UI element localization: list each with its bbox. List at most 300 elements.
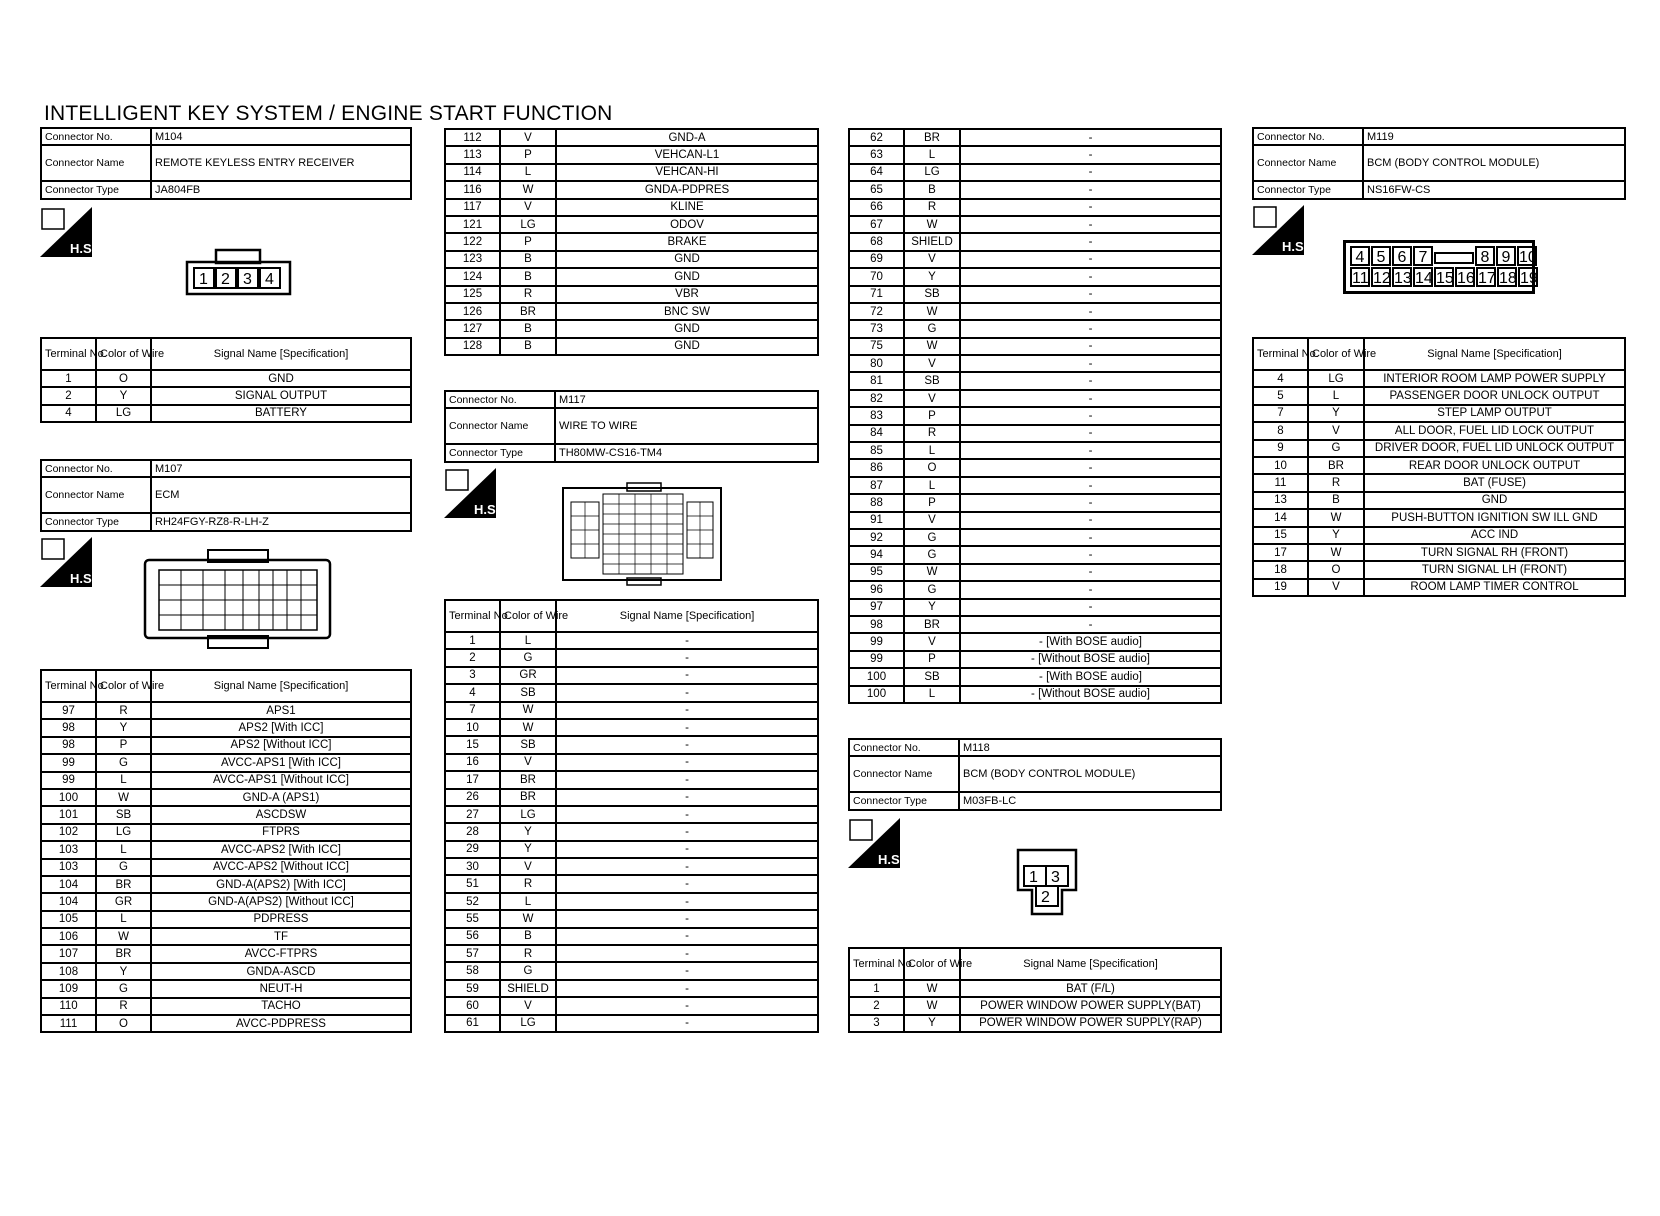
signal-cell: TURN SIGNAL LH (FRONT) — [1364, 561, 1625, 578]
signal-cell: GND-A(APS2) [With ICC] — [151, 876, 411, 893]
signal-cell: - — [556, 980, 818, 997]
terminal-cell: 51 — [445, 875, 500, 892]
signal-cell: - — [960, 581, 1221, 598]
signal-cell: GND — [1364, 492, 1625, 509]
signal-cell: AVCC-APS1 [With ICC] — [151, 754, 411, 771]
table-row — [849, 216, 1221, 233]
signal-cell: - — [556, 632, 818, 649]
m118-terminal-table: Terminal No. Color of Wire Signal Name [Specification] 1 W BAT (F/L) 2 W POWER WINDOW POWER SUPPLY(BAT) 3 Y POWER WINDOW POWER SUPPLY(RAP) — [848, 947, 1222, 1033]
color-cell: L — [904, 686, 960, 703]
color-cell: R — [96, 998, 151, 1015]
color-cell: V — [500, 129, 556, 146]
terminal-cell: 2 — [41, 387, 96, 404]
terminal-cell: 3 — [445, 667, 500, 684]
signal-cell: BRAKE — [556, 233, 818, 250]
color-cell: G — [1308, 440, 1364, 457]
color-cell: W — [500, 719, 556, 736]
color-cell: Y — [500, 841, 556, 858]
signal-cell: - — [556, 858, 818, 875]
terminal-cell: 2 — [445, 649, 500, 666]
signal-cell: TF — [151, 928, 411, 945]
table-row — [41, 719, 411, 736]
signal-cell: - — [960, 199, 1221, 216]
terminal-cell: 16 — [445, 754, 500, 771]
table-row — [849, 320, 1221, 337]
signal-cell: - — [556, 754, 818, 771]
color-cell: LG — [500, 806, 556, 823]
table-row — [849, 338, 1221, 355]
table-row — [1253, 492, 1625, 509]
table-row — [849, 633, 1221, 650]
terminal-cell: 58 — [445, 962, 500, 979]
table-row — [445, 736, 818, 753]
terminal-cell: 8 — [1253, 422, 1308, 439]
signal-cell: - [With BOSE audio] — [960, 633, 1221, 650]
terminal-cell: 103 — [41, 841, 96, 858]
terminal-cell: 114 — [445, 164, 500, 181]
color-cell: W — [904, 997, 960, 1014]
table-row — [1253, 405, 1625, 422]
terminal-cell: 99 — [41, 754, 96, 771]
signal-cell: VEHCAN-L1 — [556, 146, 818, 163]
terminal-cell: 105 — [41, 911, 96, 928]
terminal-cell: 70 — [849, 268, 904, 285]
color-cell: Y — [1308, 527, 1364, 544]
table-row — [445, 632, 818, 649]
terminal-cell: 18 — [1253, 561, 1308, 578]
table-row — [41, 1015, 411, 1032]
table-row — [849, 997, 1221, 1014]
color-cell: W — [904, 564, 960, 581]
color-cell: Y — [96, 963, 151, 980]
m107-info-table: Connector No. M107 Connector Name ECM Connector Type RH24FGY-RZ8-R-LH-Z — [40, 459, 412, 532]
terminal-cell: 98 — [41, 719, 96, 736]
terminal-cell: 99 — [849, 651, 904, 668]
m117-connector-diagram — [561, 482, 725, 591]
terminal-cell: 75 — [849, 338, 904, 355]
table-row — [849, 546, 1221, 563]
signal-cell: - [With BOSE audio] — [960, 668, 1221, 685]
color-cell: R — [96, 702, 151, 719]
signal-cell: - — [960, 146, 1221, 163]
terminal-cell: 69 — [849, 251, 904, 268]
signal-cell: GND-A (APS1) — [151, 789, 411, 806]
signal-cell: - — [960, 477, 1221, 494]
svg-text:H.S.: H.S. — [70, 241, 96, 256]
color-cell: G — [904, 546, 960, 563]
color-cell: L — [904, 146, 960, 163]
color-cell: V — [500, 199, 556, 216]
table-row — [849, 616, 1221, 633]
color-cell: Y — [904, 1015, 960, 1032]
m118-info-table: Connector No. M118 Connector Name BCM (BODY CONTROL MODULE) Connector Type M03FB-LC — [848, 738, 1222, 811]
signal-cell: GND — [556, 320, 818, 337]
terminal-cell: 84 — [849, 425, 904, 442]
color-cell: L — [500, 893, 556, 910]
color-cell: SB — [904, 668, 960, 685]
terminal-cell: 19 — [1253, 579, 1308, 596]
table-row — [445, 789, 818, 806]
color-cell: L — [1308, 387, 1364, 404]
color-cell: R — [904, 199, 960, 216]
connector-pin: 16 — [1455, 267, 1475, 287]
m118-connector-diagram — [1016, 848, 1080, 921]
signal-cell: - — [556, 789, 818, 806]
color-cell: V — [904, 355, 960, 372]
table-row — [849, 1015, 1221, 1032]
table-row — [445, 858, 818, 875]
table-row — [849, 581, 1221, 598]
table-row — [849, 651, 1221, 668]
terminal-cell: 62 — [849, 129, 904, 146]
signal-cell: BNC SW — [556, 303, 818, 320]
terminal-cell: 98 — [849, 616, 904, 633]
signal-cell: GND — [556, 268, 818, 285]
color-cell: B — [904, 181, 960, 198]
table-row — [41, 772, 411, 789]
color-cell: SB — [904, 372, 960, 389]
signal-cell: - — [960, 599, 1221, 616]
table-row — [41, 893, 411, 910]
terminal-cell: 99 — [849, 633, 904, 650]
terminal-cell: 109 — [41, 980, 96, 997]
color-cell: W — [904, 980, 960, 997]
table-row — [445, 719, 818, 736]
color-cell: L — [500, 164, 556, 181]
signal-cell: - — [960, 529, 1221, 546]
signal-cell: - — [960, 164, 1221, 181]
signal-cell: - — [960, 216, 1221, 233]
signal-cell: STEP LAMP OUTPUT — [1364, 405, 1625, 422]
table-row — [445, 928, 818, 945]
terminal-cell: 94 — [849, 546, 904, 563]
terminal-cell: 4 — [1253, 370, 1308, 387]
color-cell: W — [904, 303, 960, 320]
color-cell: G — [904, 529, 960, 546]
signal-cell: - — [556, 945, 818, 962]
table-row — [849, 512, 1221, 529]
color-cell: W — [500, 702, 556, 719]
signal-cell: AVCC-FTPRS — [151, 945, 411, 962]
svg-text:1: 1 — [1029, 869, 1038, 886]
terminal-cell: 99 — [41, 772, 96, 789]
color-cell: P — [904, 494, 960, 511]
signal-cell: - — [960, 233, 1221, 250]
color-cell: B — [500, 928, 556, 945]
color-cell: L — [904, 442, 960, 459]
signal-cell: - — [960, 425, 1221, 442]
table-row — [849, 477, 1221, 494]
signal-cell: - — [556, 684, 818, 701]
terminal-cell: 52 — [445, 893, 500, 910]
terminal-cell: 1 — [849, 980, 904, 997]
signal-cell: - — [960, 251, 1221, 268]
terminal-cell: 27 — [445, 806, 500, 823]
terminal-cell: 95 — [849, 564, 904, 581]
terminal-cell: 17 — [445, 771, 500, 788]
harness-side-icon — [1252, 205, 1308, 255]
terminal-cell: 87 — [849, 477, 904, 494]
color-cell: W — [1308, 544, 1364, 561]
table-row — [849, 372, 1221, 389]
signal-cell: ROOM LAMP TIMER CONTROL — [1364, 579, 1625, 596]
table-row — [445, 199, 818, 216]
signal-cell: - — [556, 910, 818, 927]
signal-cell: - [Without BOSE audio] — [960, 686, 1221, 703]
color-cell: B — [500, 268, 556, 285]
m119-terminal-table: Terminal No. Color of Wire Signal Name [Specification] 4 LG INTERIOR ROOM LAMP POWER SUPPLY 5 L PASSENGER DOOR UNLOCK OUTPUT 7 Y STEP LAMP OUTPUT 8 V ALL DOOR, FUEL LID LOCK OUTPUT 9 G DRIVER DOOR, FUEL LID UNLOCK OUTPUT 10 BR REAR DOOR UNLOCK OUTPUT 11 R BAT (FUSE) 13 B GND 14 W PUSH-BUTTON IGNITION SW ILL GND 15 Y ACC IND 17 W TURN SIGNAL RH (FRONT) 18 O TURN SIGNAL LH (FRONT) 19 V ROOM LAMP TIMER CONTROL — [1252, 337, 1626, 597]
page-title: INTELLIGENT KEY SYSTEM / ENGINE START FUNCTION — [44, 102, 613, 125]
m104-info-table: Connector No. M104 Connector Name REMOTE KEYLESS ENTRY RECEIVER Connector Type JA804FB — [40, 127, 412, 200]
color-cell: BR — [500, 789, 556, 806]
connector-pin: 6 — [1392, 246, 1412, 266]
signal-cell: - — [960, 320, 1221, 337]
table-row — [41, 789, 411, 806]
table-row — [849, 686, 1221, 703]
terminal-cell: 61 — [445, 1015, 500, 1032]
color-cell: P — [500, 233, 556, 250]
terminal-cell: 7 — [445, 702, 500, 719]
connector-pin: 19 — [1518, 267, 1538, 287]
terminal-cell: 66 — [849, 199, 904, 216]
table-row — [1253, 457, 1625, 474]
connector-pin: 5 — [1371, 246, 1391, 266]
table-row — [849, 129, 1221, 146]
m104-rows — [41, 370, 411, 422]
color-cell: B — [500, 338, 556, 355]
table-row — [445, 649, 818, 666]
color-cell: G — [500, 649, 556, 666]
signal-cell: - — [556, 1015, 818, 1032]
signal-cell: - — [556, 806, 818, 823]
color-cell: Y — [500, 823, 556, 840]
connector-pin: 15 — [1434, 267, 1454, 287]
terminal-cell: 57 — [445, 945, 500, 962]
terminal-cell: 86 — [849, 459, 904, 476]
m119-rows — [1253, 370, 1625, 596]
color-cell: L — [500, 632, 556, 649]
color-cell: Y — [96, 719, 151, 736]
color-cell: LG — [500, 1015, 556, 1032]
table-row — [445, 771, 818, 788]
color-cell: SB — [500, 736, 556, 753]
table-row — [445, 216, 818, 233]
table-row — [41, 841, 411, 858]
color-cell: O — [96, 1015, 151, 1032]
color-cell: LG — [96, 824, 151, 841]
signal-cell: - — [960, 494, 1221, 511]
m117-rows — [445, 632, 818, 1032]
terminal-cell: 88 — [849, 494, 904, 511]
table-row — [41, 963, 411, 980]
table-row — [445, 893, 818, 910]
color-cell: Y — [904, 599, 960, 616]
m119-info-table: Connector No. M119 Connector Name BCM (BODY CONTROL MODULE) Connector Type NS16FW-CS — [1252, 127, 1626, 200]
table-row — [849, 668, 1221, 685]
terminal-cell: 59 — [445, 980, 500, 997]
signal-cell: APS1 — [151, 702, 411, 719]
color-cell: G — [904, 320, 960, 337]
terminal-cell: 65 — [849, 181, 904, 198]
signal-cell: - — [556, 928, 818, 945]
signal-cell: ACC IND — [1364, 527, 1625, 544]
color-cell: G — [96, 859, 151, 876]
color-cell: L — [96, 911, 151, 928]
signal-cell: - — [960, 512, 1221, 529]
signal-cell: SIGNAL OUTPUT — [151, 387, 411, 404]
terminal-cell: 17 — [1253, 544, 1308, 561]
table-row — [849, 564, 1221, 581]
table-row — [445, 910, 818, 927]
signal-cell: - — [960, 564, 1221, 581]
signal-cell: POWER WINDOW POWER SUPPLY(BAT) — [960, 997, 1221, 1014]
connector-pin: 14 — [1413, 267, 1433, 287]
terminal-cell: 4 — [445, 684, 500, 701]
signal-cell: AVCC-APS1 [Without ICC] — [151, 772, 411, 789]
signal-cell: DRIVER DOOR, FUEL LID UNLOCK OUTPUT — [1364, 440, 1625, 457]
table-row — [445, 268, 818, 285]
color-cell: Y — [1308, 405, 1364, 422]
terminal-cell: 81 — [849, 372, 904, 389]
signal-cell: GND — [151, 370, 411, 387]
connector-pin-label: 3 — [243, 271, 252, 288]
svg-text:H.S.: H.S. — [1282, 239, 1308, 254]
terminal-cell: 112 — [445, 129, 500, 146]
signal-cell: - — [960, 338, 1221, 355]
connector-pin-label: 1 — [199, 271, 208, 288]
table-row — [445, 233, 818, 250]
terminal-cell: 121 — [445, 216, 500, 233]
signal-cell: - — [960, 390, 1221, 407]
color-cell: B — [1308, 492, 1364, 509]
terminal-cell: 3 — [849, 1015, 904, 1032]
color-cell: L — [96, 841, 151, 858]
signal-cell: - — [556, 997, 818, 1014]
color-cell: G — [904, 581, 960, 598]
signal-cell: - — [556, 841, 818, 858]
terminal-cell: 85 — [849, 442, 904, 459]
color-cell: G — [96, 980, 151, 997]
color-cell: V — [1308, 422, 1364, 439]
terminal-cell: 64 — [849, 164, 904, 181]
signal-cell: AVCC-APS2 [With ICC] — [151, 841, 411, 858]
connector-pin: 18 — [1497, 267, 1517, 287]
color-cell: O — [1308, 561, 1364, 578]
table-row — [41, 980, 411, 997]
color-cell: R — [1308, 474, 1364, 491]
color-cell: R — [500, 945, 556, 962]
table-row — [445, 997, 818, 1014]
color-cell: W — [904, 338, 960, 355]
terminal-cell: 104 — [41, 876, 96, 893]
signal-cell: VBR — [556, 286, 818, 303]
color-cell: R — [500, 286, 556, 303]
terminal-cell: 111 — [41, 1015, 96, 1032]
m117-terminal-table: Terminal No. Color of Wire Signal Name [Specification] 1 L - 2 G - 3 GR - 4 SB - 7 W - 10 W - 15 SB - 16 V - 17 BR - 26 BR - 27 LG - 28 Y - 29 Y - 30 V - 51 R - 52 L - 55 W - 56 B - 57 R - 58 G - 59 SHIELD - 60 V - 61 LG - — [444, 599, 819, 1033]
signal-cell: NEUT-H — [151, 980, 411, 997]
connector-pin-label: 2 — [221, 271, 230, 288]
connector-pin: 7 — [1413, 246, 1433, 266]
terminal-cell: 60 — [445, 997, 500, 1014]
color-cell: O — [904, 459, 960, 476]
color-cell: V — [500, 997, 556, 1014]
table-row — [849, 529, 1221, 546]
terminal-cell: 10 — [445, 719, 500, 736]
connector-pin: 13 — [1392, 267, 1412, 287]
signal-cell: GND-A — [556, 129, 818, 146]
table-row — [445, 684, 818, 701]
signal-cell: - — [556, 719, 818, 736]
color-cell: V — [904, 512, 960, 529]
terminal-cell: 102 — [41, 824, 96, 841]
terminal-cell: 2 — [849, 997, 904, 1014]
connector-pin: 9 — [1496, 246, 1516, 266]
terminal-cell: 10 — [1253, 457, 1308, 474]
terminal-cell: 91 — [849, 512, 904, 529]
signal-cell: - — [556, 649, 818, 666]
terminal-cell: 5 — [1253, 387, 1308, 404]
terminal-cell: 127 — [445, 320, 500, 337]
table-row — [445, 754, 818, 771]
signal-cell: - — [960, 546, 1221, 563]
signal-cell: APS2 [Without ICC] — [151, 737, 411, 754]
table-row — [41, 945, 411, 962]
terminal-cell: 106 — [41, 928, 96, 945]
signal-cell: GNDA-ASCD — [151, 963, 411, 980]
signal-cell: - — [960, 286, 1221, 303]
terminal-cell: 7 — [1253, 405, 1308, 422]
terminal-cell: 56 — [445, 928, 500, 945]
terminal-cell: 15 — [445, 736, 500, 753]
terminal-cell: 15 — [1253, 527, 1308, 544]
signal-cell: - — [556, 875, 818, 892]
m107-connector-diagram — [143, 548, 333, 657]
color-cell: BR — [904, 616, 960, 633]
table-row — [1253, 422, 1625, 439]
color-cell: BR — [96, 945, 151, 962]
signal-cell: - — [960, 442, 1221, 459]
table-row — [1253, 579, 1625, 596]
table-row — [41, 806, 411, 823]
table-row — [1253, 387, 1625, 404]
table-row — [849, 407, 1221, 424]
m107-terminal-table: Terminal No. Color of Wire Signal Name [Specification] 97 R APS1 98 Y APS2 [With ICC] 98 P APS2 [Without ICC] 99 G AVCC-APS1 [With ICC] 99 L AVCC-APS1 [Without ICC] 100 W GND-A (APS1) 101 SB ASCDSW 102 LG FTPRS 103 L AVCC-APS2 [With ICC] 103 G AVCC-APS2 [Without ICC] 104 BR GND-A(APS2) [With ICC] 104 GR GND-A(APS2) [Without ICC] 105 L PDPRESS 106 W TF 107 BR AVCC-FTPRS 108 Y GNDA-ASCD 109 G NEUT-H 110 R TACHO 111 O AVCC-PDPRESS — [40, 669, 412, 1033]
terminal-cell: 92 — [849, 529, 904, 546]
table-row — [41, 737, 411, 754]
terminal-cell: 4 — [41, 405, 96, 422]
table-row — [849, 199, 1221, 216]
terminal-cell: 103 — [41, 859, 96, 876]
color-cell: P — [500, 146, 556, 163]
color-cell: BR — [904, 129, 960, 146]
color-cell: SB — [96, 806, 151, 823]
table-row — [41, 876, 411, 893]
signal-cell: REAR DOOR UNLOCK OUTPUT — [1364, 457, 1625, 474]
signal-cell: - — [960, 303, 1221, 320]
terminal-cell: 29 — [445, 841, 500, 858]
color-cell: P — [904, 407, 960, 424]
color-cell: W — [96, 928, 151, 945]
terminal-cell: 67 — [849, 216, 904, 233]
m104-terminal-table: Terminal No. Color of Wire Signal Name [Specification] 1 O GND 2 Y SIGNAL OUTPUT 4 LG BATTERY — [40, 337, 412, 423]
color-cell: GR — [96, 893, 151, 910]
signal-cell: POWER WINDOW POWER SUPPLY(RAP) — [960, 1015, 1221, 1032]
table-row — [445, 702, 818, 719]
signal-cell: ODOV — [556, 216, 818, 233]
signal-cell: - — [960, 355, 1221, 372]
color-cell: B — [500, 320, 556, 337]
signal-cell: GND — [556, 251, 818, 268]
